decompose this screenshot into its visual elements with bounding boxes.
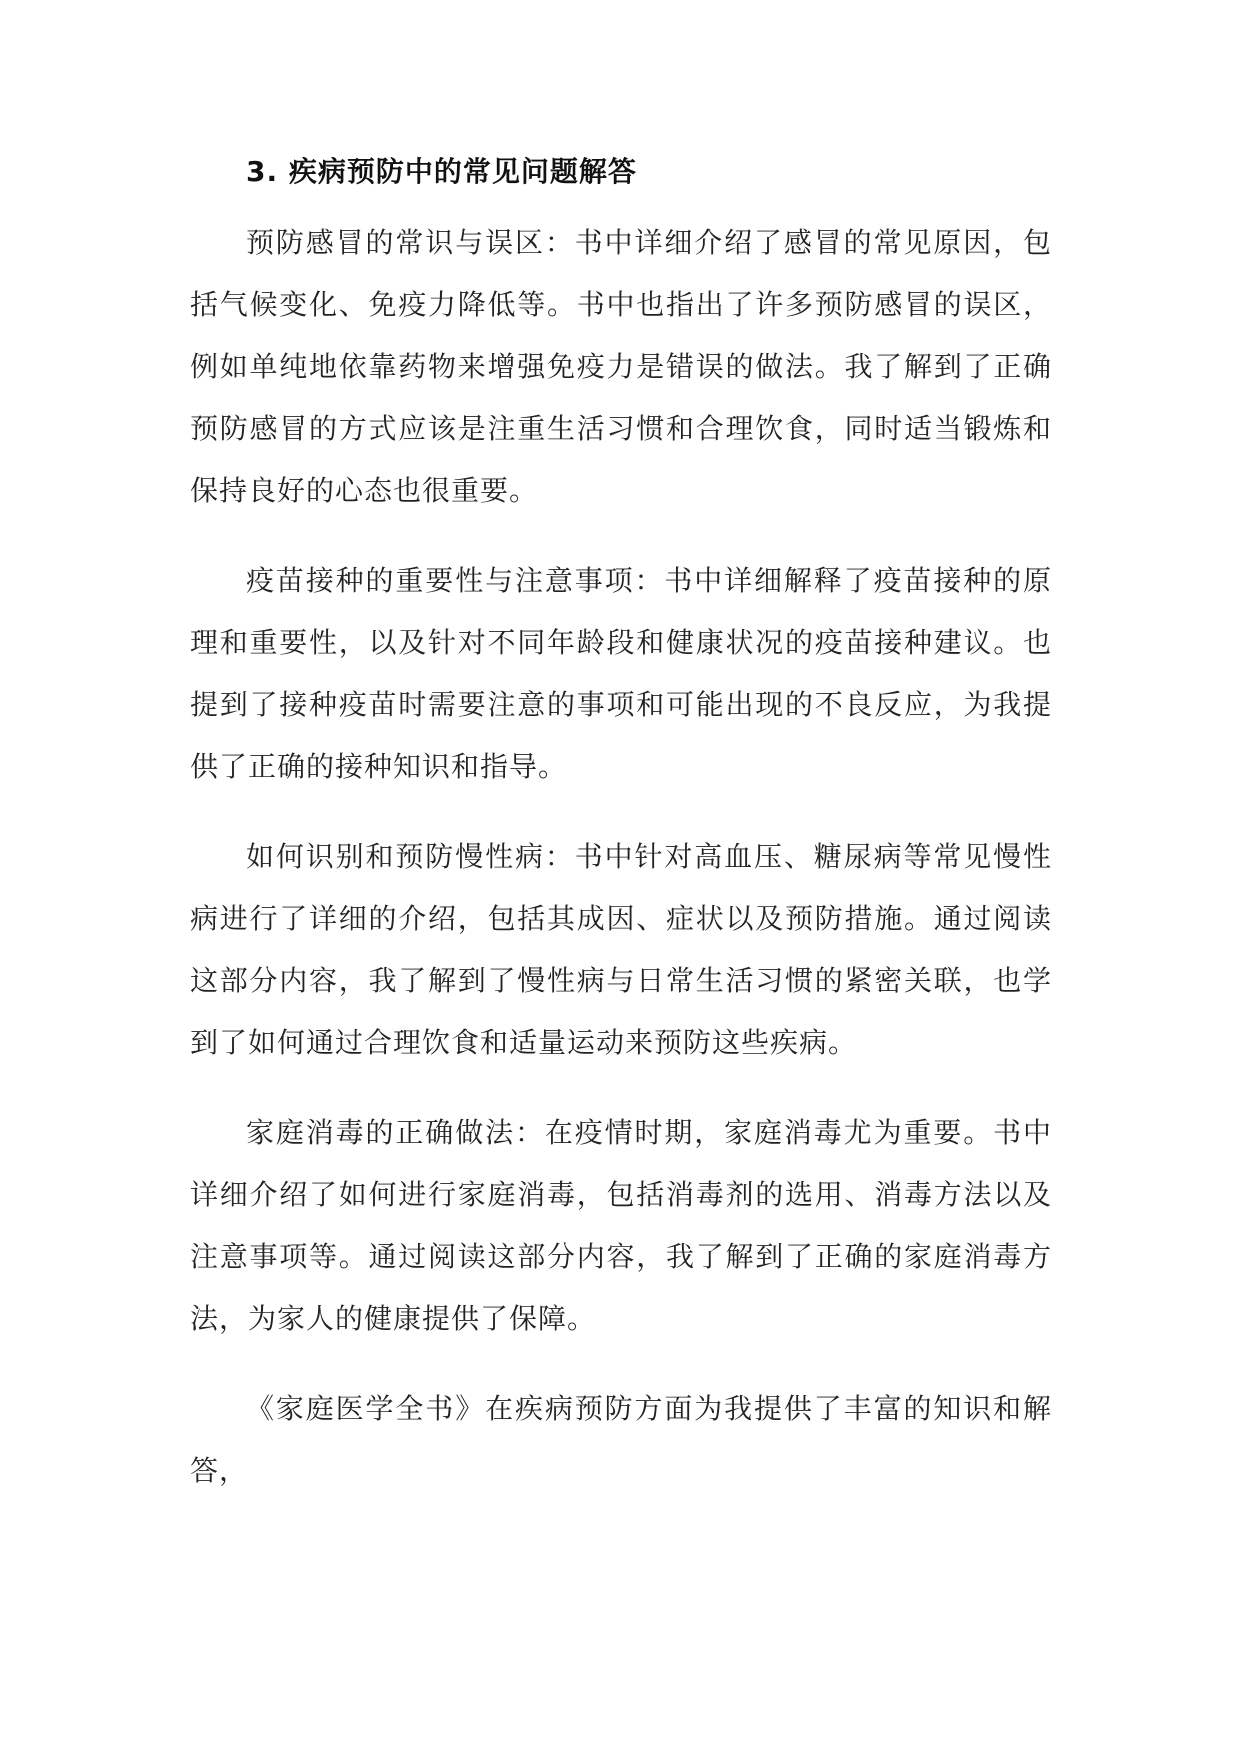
document-page: [190, 140, 1052, 1530]
paragraph-chronic-disease: 如何识别和预防慢性病：书中针对高血压、糖尿病等常见慢性病进行了详细的介绍，包括其成因、症状以及预防措施。通过阅读这部分内容，我了解到了慢性病与日常生活习惯的紧密关联，也学到了如何通过合理饮食和适量运动来预防这些疾病。: [190, 840, 1052, 1059]
paragraph-summary: 《家庭医学全书》在疾病预防方面为我提供了丰富的知识和解答，: [190, 1392, 1052, 1487]
section-heading: 3. 疾病预防中的常见问题解答: [246, 155, 637, 188]
paragraph-home-disinfection: 家庭消毒的正确做法：在疫情时期，家庭消毒尤为重要。书中详细介绍了如何进行家庭消毒，包括消毒剂的选用、消毒方法以及注意事项等。通过阅读这部分内容，我了解到了正确的家庭消毒方法，为家人的健康提供了保障。: [190, 1116, 1052, 1335]
paragraph-vaccination: 疫苗接种的重要性与注意事项：书中详细解释了疫苗接种的原理和重要性，以及针对不同年龄段和健康状况的疫苗接种建议。也提到了接种疫苗时需要注意的事项和可能出现的不良反应，为我提供了正确的接种知识和指导。: [190, 564, 1052, 783]
paragraph-cold-prevention: 预防感冒的常识与误区：书中详细介绍了感冒的常见原因，包括气候变化、免疫力降低等。书中也指出了许多预防感冒的误区，例如单纯地依靠药物来增强免疫力是错误的做法。我了解到了正确预防感冒的方式应该是注重生活习惯和合理饮食，同时适当锻炼和保持良好的心态也很重要。: [190, 226, 1052, 507]
